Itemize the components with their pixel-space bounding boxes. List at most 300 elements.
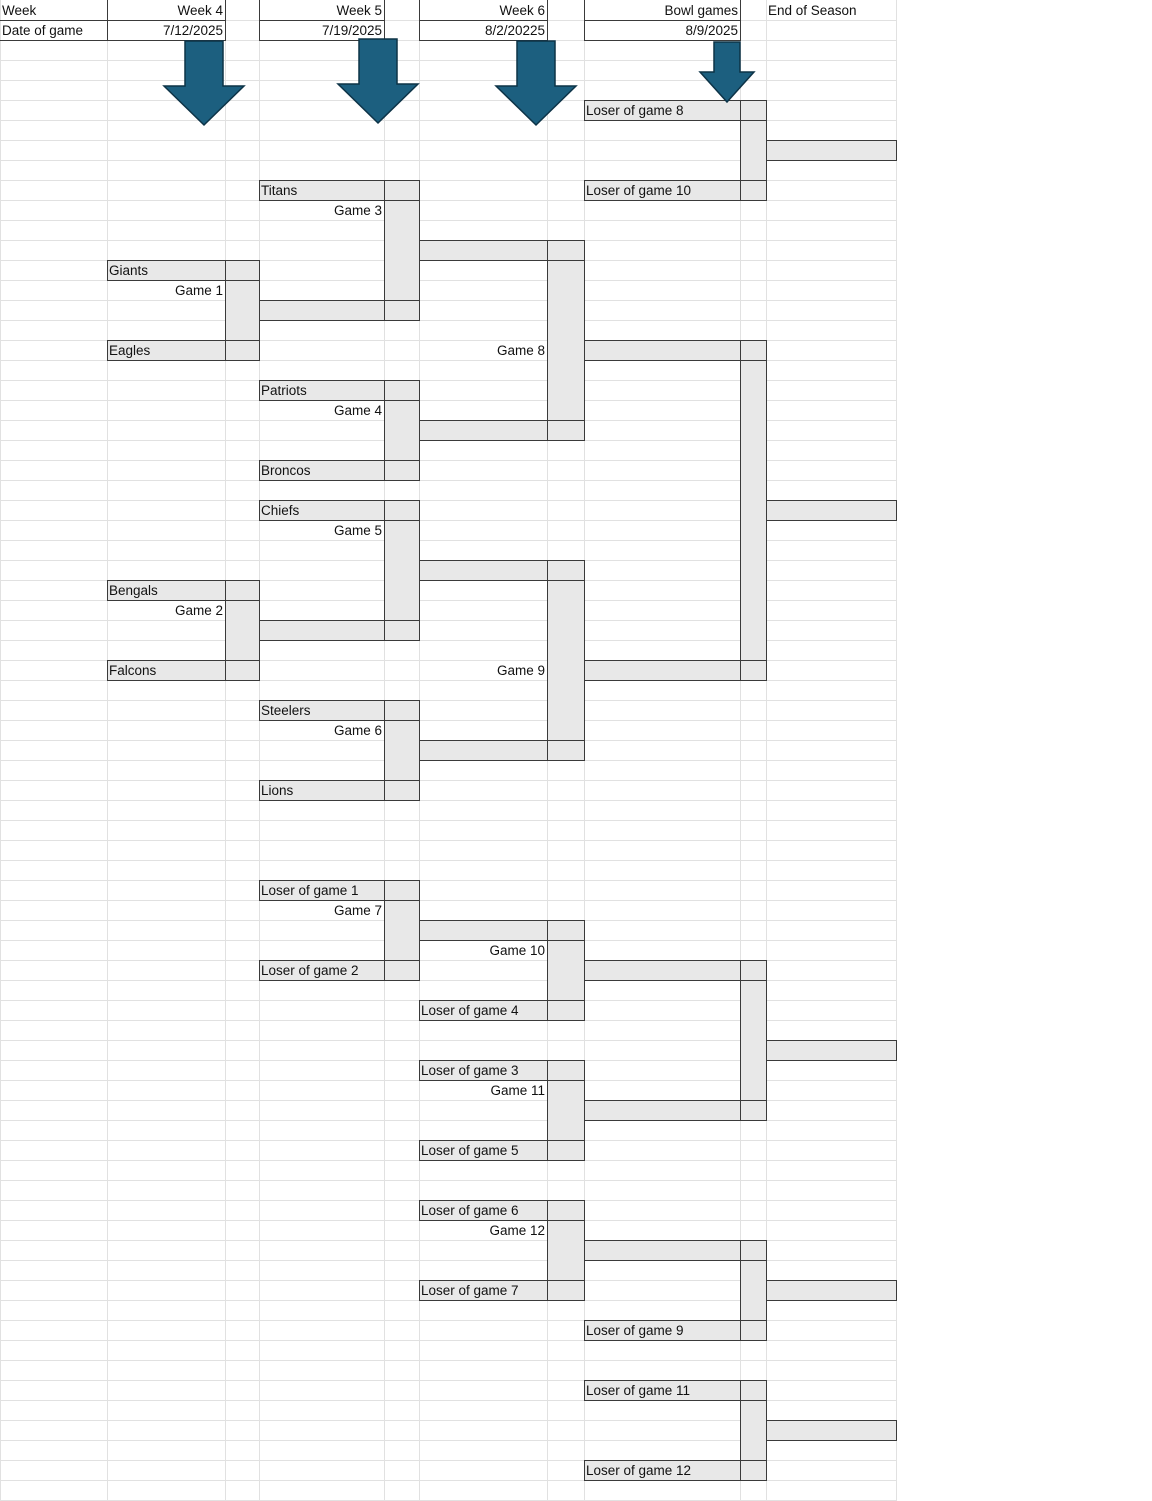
cell-border [547, 740, 548, 761]
cell-border [584, 1120, 741, 1121]
cell-border [584, 420, 585, 441]
cell-border [225, 360, 260, 361]
cell-border [225, 660, 226, 681]
row-gridline [0, 1180, 897, 1181]
cell-border [547, 420, 585, 421]
cell-border [740, 1240, 767, 1241]
cell-border [547, 920, 585, 921]
game-1-label[interactable]: Game 1 [174, 283, 223, 298]
cell-border [384, 380, 385, 401]
cell-border [584, 1100, 741, 1101]
bowl-games-header[interactable]: Bowl games [664, 3, 738, 18]
cell-border [547, 740, 585, 741]
cell-border [547, 1080, 585, 1081]
bracket-cell[interactable] [584, 1240, 766, 1260]
bracket-cell[interactable] [419, 740, 584, 760]
cell-border [384, 720, 420, 721]
cell-border [547, 940, 548, 1001]
cell-border [584, 1100, 585, 1121]
cell-border [384, 960, 420, 961]
loser-cell-game-6[interactable]: Loser of game 6 [421, 1203, 519, 1218]
cell-border [584, 980, 741, 981]
bracket-cell[interactable] [419, 560, 584, 580]
cell-border [259, 620, 385, 621]
cell-border [766, 340, 767, 361]
bracket-cell[interactable] [766, 1040, 896, 1060]
column-gridline [225, 0, 226, 1501]
cell-border [225, 580, 226, 601]
cell-border [419, 500, 420, 521]
bracket-cell[interactable] [740, 980, 766, 1100]
cell-border [259, 620, 260, 641]
cell-border [225, 600, 260, 601]
cell-border [259, 580, 260, 601]
cell-border [766, 1380, 767, 1401]
cell-border [384, 900, 385, 961]
cell-border [584, 1340, 741, 1341]
cell-border [766, 1420, 897, 1421]
cell-border [766, 960, 767, 981]
cell-border [419, 180, 420, 201]
week-4-header[interactable]: Week 4 [177, 3, 223, 18]
cell-border [107, 360, 226, 361]
cell-border [766, 100, 767, 121]
game-5-label[interactable]: Game 5 [333, 523, 382, 538]
cell-border [584, 1260, 741, 1261]
week-4-date[interactable]: 7/12/2025 [162, 23, 223, 38]
bracket-cell[interactable] [766, 1280, 896, 1300]
cell-border [419, 960, 420, 981]
team-cell-steelers[interactable]: Steelers [261, 703, 311, 718]
loser-cell-game-12[interactable]: Loser of game 12 [586, 1463, 692, 1478]
cell-border [584, 240, 585, 261]
bracket-cell[interactable] [259, 300, 419, 320]
bracket-cell[interactable] [384, 520, 419, 620]
cell-border [896, 140, 897, 161]
bracket-cell[interactable] [547, 260, 584, 420]
cell-border [766, 140, 767, 161]
cell-border [740, 1460, 767, 1461]
cell-border [259, 300, 260, 321]
bracket-cell[interactable] [547, 940, 584, 1000]
bracket-cell[interactable] [384, 900, 419, 960]
cell-border [766, 1300, 897, 1301]
cell-border [547, 1200, 585, 1201]
cell-border [384, 640, 420, 641]
cell-border [740, 980, 741, 1101]
cell-border [419, 560, 548, 561]
cell-border [766, 1460, 767, 1481]
cell-border [547, 1300, 585, 1301]
cell-border [740, 660, 767, 661]
cell-border [547, 0, 548, 41]
cell-border [259, 340, 260, 361]
loser-cell-game-2[interactable]: Loser of game 2 [261, 963, 359, 978]
cell-border [384, 460, 420, 461]
week-5-down-arrow-icon [337, 38, 419, 124]
bracket-cell[interactable] [584, 1100, 766, 1120]
cell-border [547, 1140, 548, 1161]
team-cell-lions[interactable]: Lions [261, 783, 294, 798]
row-gridline [0, 220, 897, 221]
loser-cell-game-1[interactable]: Loser of game 1 [261, 883, 359, 898]
cell-border [584, 740, 585, 761]
team-cell-falcons[interactable]: Falcons [109, 663, 157, 678]
cell-border [419, 240, 420, 261]
cell-border [740, 100, 741, 121]
game-9-label[interactable]: Game 9 [496, 663, 545, 678]
cell-border [419, 1020, 548, 1021]
cell-border [766, 1280, 767, 1301]
loser-cell-game-8[interactable]: Loser of game 8 [586, 103, 684, 118]
bracket-cell[interactable] [384, 720, 419, 780]
game-7-label[interactable]: Game 7 [333, 903, 382, 918]
cell-border [740, 360, 741, 661]
cell-border [384, 480, 420, 481]
cell-border [584, 1000, 585, 1021]
cell-border [225, 340, 226, 361]
cell-border [419, 760, 548, 761]
cell-border [584, 340, 585, 361]
bracket-cell[interactable] [384, 200, 419, 300]
week-6-date[interactable]: 8/2/20225 [484, 23, 545, 38]
game-12-label[interactable]: Game 12 [489, 1223, 545, 1238]
cell-border [740, 1400, 767, 1401]
bracket-cell[interactable] [740, 1400, 766, 1460]
column-gridline [107, 0, 108, 1501]
game-10-label[interactable]: Game 10 [489, 943, 545, 958]
cell-border [740, 360, 767, 361]
cell-border [584, 200, 741, 201]
cell-border [584, 660, 585, 681]
cell-border [766, 1100, 767, 1121]
cell-border [766, 1040, 897, 1041]
bracket-cell[interactable] [419, 420, 584, 440]
cell-border [384, 380, 420, 381]
cell-border [740, 120, 767, 121]
team-cell-broncos[interactable]: Broncos [261, 463, 311, 478]
loser-cell-game-11[interactable]: Loser of game 11 [586, 1383, 691, 1398]
cell-border [225, 580, 260, 581]
cell-border [547, 1060, 585, 1061]
bracket-cell[interactable] [766, 140, 896, 160]
cell-border [384, 620, 420, 621]
cell-border [547, 1200, 548, 1221]
cell-border [384, 880, 420, 881]
end-of-season-header[interactable]: End of Season [768, 3, 857, 18]
cell-border [584, 340, 741, 341]
cell-border [584, 1140, 585, 1161]
cell-border [225, 280, 226, 341]
bracket-cell[interactable] [225, 280, 259, 340]
cell-border [896, 500, 897, 521]
cell-border [384, 200, 385, 301]
cell-border [547, 1280, 585, 1281]
row-gridline [0, 880, 897, 881]
bowl-games-down-arrow-icon [699, 41, 755, 103]
bracket-cell[interactable] [766, 1420, 896, 1440]
row-gridline [0, 860, 897, 861]
cell-border [419, 920, 548, 921]
cell-border [419, 560, 420, 581]
loser-cell-game-3[interactable]: Loser of game 3 [421, 1063, 519, 1078]
cell-border [896, 1420, 897, 1441]
cell-border [384, 400, 420, 401]
bracket-cell[interactable] [766, 500, 896, 520]
bracket-cell[interactable] [547, 580, 584, 740]
date-label-cell[interactable]: Date of game [2, 23, 84, 38]
cell-border [766, 140, 897, 141]
cell-border [384, 180, 420, 181]
cell-border [547, 1080, 548, 1141]
bracket-cell[interactable] [740, 360, 766, 660]
cell-border [740, 0, 741, 41]
cell-border [259, 260, 260, 281]
cell-border [419, 620, 420, 641]
bracket-cell[interactable] [584, 960, 766, 980]
cell-border [740, 1320, 767, 1321]
loser-cell-game-5[interactable]: Loser of game 5 [421, 1143, 519, 1158]
cell-border [740, 960, 767, 961]
cell-border [259, 660, 260, 681]
cell-border [740, 340, 741, 361]
cell-border [419, 260, 548, 261]
cell-border [740, 340, 767, 341]
cell-border [547, 1060, 548, 1081]
row-gridline [0, 900, 897, 901]
cell-border [419, 420, 420, 441]
cell-border [384, 880, 385, 901]
cell-border [384, 900, 420, 901]
team-cell-bengals[interactable]: Bengals [109, 583, 158, 598]
cell-border [419, 460, 420, 481]
cell-border [584, 660, 741, 661]
cell-border [384, 400, 385, 461]
cell-border [584, 360, 741, 361]
team-cell-eagles[interactable]: Eagles [109, 343, 151, 358]
bracket-cell[interactable] [384, 400, 419, 460]
cell-border [766, 500, 767, 521]
row-gridline [0, 320, 897, 321]
week-5-header[interactable]: Week 5 [336, 3, 382, 18]
week-6-down-arrow-icon [495, 40, 577, 126]
cell-border [384, 720, 385, 781]
loser-cell-game-9[interactable]: Loser of game 9 [586, 1323, 684, 1338]
cell-border [584, 120, 741, 121]
row-gridline [0, 800, 897, 801]
game-6-label[interactable]: Game 6 [333, 723, 382, 738]
row-gridline [0, 80, 897, 81]
cell-border [547, 760, 585, 761]
cell-border [740, 1340, 767, 1341]
cell-border [419, 1160, 548, 1161]
cell-border [740, 200, 767, 201]
cell-border [225, 600, 226, 661]
cell-border [547, 240, 548, 261]
bracket-cell[interactable] [419, 920, 584, 940]
cell-border [384, 780, 420, 781]
cell-border [766, 180, 767, 201]
cell-border [584, 560, 585, 581]
cell-border [740, 660, 741, 681]
cell-border [584, 960, 741, 961]
cell-border [259, 800, 385, 801]
cell-border [384, 180, 385, 201]
cell-border [584, 1200, 585, 1221]
cell-border [547, 1280, 548, 1301]
cell-border [547, 560, 548, 581]
cell-border [740, 1260, 741, 1321]
game-2-label[interactable]: Game 2 [174, 603, 223, 618]
cell-border [766, 1240, 767, 1261]
bracket-cell[interactable] [740, 120, 766, 180]
cell-border [740, 1460, 741, 1481]
cell-border [384, 700, 420, 701]
cell-border [584, 1240, 741, 1241]
cell-border [766, 520, 897, 521]
cell-border [584, 1060, 585, 1081]
cell-border [547, 260, 585, 261]
cell-border [584, 680, 741, 681]
cell-border [384, 980, 420, 981]
row-gridline [0, 840, 897, 841]
bracket-cell[interactable] [740, 1260, 766, 1320]
cell-border [384, 800, 420, 801]
cell-border [384, 520, 385, 621]
cell-border [740, 1100, 767, 1101]
team-cell-titans[interactable]: Titans [261, 183, 298, 198]
cell-border [740, 1380, 767, 1381]
cell-border [740, 1400, 741, 1461]
cell-border [547, 580, 548, 741]
cell-border [766, 500, 897, 501]
cell-border [740, 960, 741, 981]
cell-border [740, 680, 767, 681]
cell-border [547, 1220, 585, 1221]
cell-border [547, 560, 585, 561]
cell-border [419, 700, 420, 721]
week-label-cell[interactable]: Week [2, 3, 37, 18]
cell-border [766, 660, 767, 681]
cell-border [547, 240, 585, 241]
loser-cell-game-10[interactable]: Loser of game 10 [586, 183, 692, 198]
cell-border [419, 380, 420, 401]
cell-border [766, 160, 897, 161]
bracket-cell[interactable] [547, 1220, 584, 1280]
cell-border [384, 520, 420, 521]
game-11-label[interactable]: Game 11 [490, 1083, 545, 1098]
cell-border [419, 420, 548, 421]
team-cell-giants[interactable]: Giants [109, 263, 149, 278]
row-gridline [0, 720, 897, 721]
loser-cell-game-7[interactable]: Loser of game 7 [421, 1283, 519, 1298]
cell-border [384, 0, 385, 41]
cell-border [547, 1160, 585, 1161]
cell-border [225, 340, 260, 341]
game-4-label[interactable]: Game 4 [333, 403, 382, 418]
cell-border [740, 180, 741, 201]
cell-border [547, 440, 585, 441]
cell-border [259, 320, 385, 321]
cell-border [384, 300, 420, 301]
cell-border [547, 920, 548, 941]
cell-border [225, 680, 260, 681]
cell-border [419, 580, 548, 581]
cell-border [547, 1000, 585, 1001]
row-gridline [0, 700, 897, 701]
team-cell-chiefs[interactable]: Chiefs [261, 503, 300, 518]
week-5-date[interactable]: 7/19/2025 [321, 23, 382, 38]
row-gridline [0, 300, 897, 301]
cell-border [259, 980, 385, 981]
cell-border [766, 1320, 767, 1341]
cell-border [419, 300, 420, 321]
bracket-cell[interactable] [419, 240, 584, 260]
cell-border [547, 580, 585, 581]
cell-border [225, 260, 226, 281]
cell-border [384, 200, 420, 201]
cell-border [384, 620, 385, 641]
cell-border [419, 740, 548, 741]
cell-border [259, 480, 385, 481]
cell-border [384, 780, 385, 801]
cell-border [384, 500, 385, 521]
cell-border [740, 180, 767, 181]
cell-border [419, 440, 548, 441]
bracket-cell[interactable] [225, 600, 259, 660]
cell-border [740, 980, 767, 981]
game-8-label[interactable]: Game 8 [496, 343, 545, 358]
cell-border [225, 260, 260, 261]
cell-border [740, 1260, 767, 1261]
cell-border [766, 1420, 767, 1441]
game-3-label[interactable]: Game 3 [333, 203, 382, 218]
cell-border [584, 1280, 585, 1301]
cell-border [740, 1380, 741, 1401]
loser-cell-game-4[interactable]: Loser of game 4 [421, 1003, 519, 1018]
bracket-cell[interactable] [547, 1080, 584, 1140]
cell-border [584, 1240, 585, 1261]
cell-border [419, 1300, 548, 1301]
team-cell-patriots[interactable]: Patriots [261, 383, 307, 398]
cell-border [896, 1280, 897, 1301]
cell-border [107, 680, 226, 681]
cell-border [584, 1480, 741, 1481]
cell-border [384, 500, 420, 501]
cell-border [547, 940, 585, 941]
cell-border [547, 1020, 585, 1021]
cell-border [225, 0, 226, 41]
cell-border [584, 920, 585, 941]
column-gridline [259, 0, 260, 1501]
cell-border [740, 1320, 741, 1341]
week-6-header[interactable]: Week 6 [499, 3, 545, 18]
cell-border [766, 1060, 897, 1061]
cell-border [896, 1040, 897, 1061]
week-4-down-arrow-icon [163, 40, 245, 126]
cell-border [547, 260, 548, 421]
cell-border [384, 460, 385, 481]
bowl-games-date[interactable]: 8/9/2025 [685, 23, 738, 38]
bracket-cell[interactable] [259, 620, 419, 640]
cell-border [384, 700, 385, 721]
row-gridline [0, 820, 897, 821]
bracket-cell[interactable] [584, 340, 766, 360]
cell-border [740, 1120, 767, 1121]
cell-border [766, 1280, 897, 1281]
cell-border [419, 240, 548, 241]
bracket-cell[interactable] [584, 660, 766, 680]
